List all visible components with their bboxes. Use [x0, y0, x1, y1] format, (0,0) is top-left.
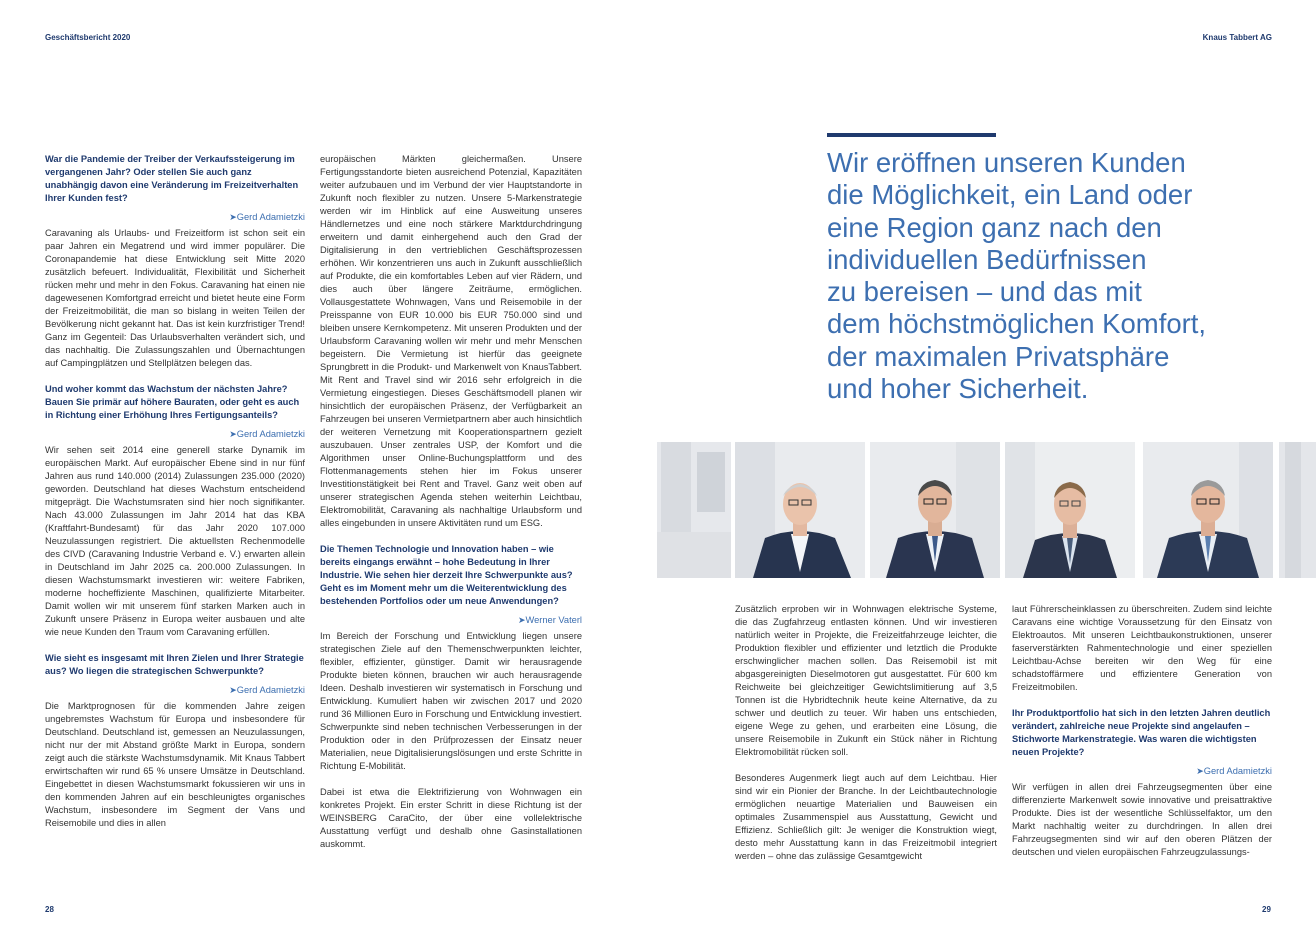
- page-number-left: 28: [45, 905, 54, 914]
- office-background-photo: [1279, 442, 1316, 578]
- answer-paragraph: Im Bereich der Forschung und Entwicklung liegen unsere strategischen Ziele auf den Themenschwerpunkten leichter, flexibler, effizienter, günstiger. Damit wir herausragende Produkte bieten können, brauchen wir auch herausragende Ideen. Deshalb investieren wir systematisch in Forschung und Entwicklung. Kumuliert haben wir zwischen 2017 und 2020 rund 36 Millionen Euro in Forschung und Entwicklung investiert. Schwerpunkte sind neben technischen Verbesserungen in der Produktion oder in den Prüfprozessen der Einsatz neuer Materialien, neue Digitalisierungslösungen und erste Schritte in Richtung E-Mobilität.: [320, 631, 583, 771]
- executive-portrait-photo: [735, 442, 865, 578]
- pull-quote-line: zu bereisen – und das mit: [827, 276, 1142, 308]
- answer-paragraph: Wir sehen seit 2014 eine generell starke Dynamik im europäischen Markt. Auf europäischer Ebene sind in nur fünf Jahren aus rund 140.000 (2014) Zulassungen 235.000 (2020) geworden. Deutschland hat dieses Wachstum entscheidend mitgeprägt. Die Wachstumsraten sind hier noch signifikanter. Nach 43.000 Zulassungen im Jahr 2014 hat das KBA (Kraftfahrt-Bundesamt) für das Jahr 2020 107.000 Neuzulassungen registriert. Die aktuellsten Rechenmodelle des CIVD (Caravaning Industrie Verband e. V.) erwarten allein in Deutschland im Jahr 2025 ca. 200.000 Zulassungen. In diesen Wachstumsmarkt investieren wir: weitere Fabriken, moderne hocheffiziente Maschinen, qualifizierte Mitarbeiter. Damit wollen wir mit unserem fünf starken Marken auch in Zukunft unsere Präsenz in Europa weiter ausbauen und alte wie neue Kunden den Traum vom Caravaning erfüllen.: [45, 445, 305, 637]
- pull-quote-line: dem höchstmöglichen Komfort,: [827, 308, 1207, 340]
- text-column-2: [320, 153, 582, 864]
- interview-question: Wie sieht es insgesamt mit Ihren Zielen und Ihrer Strategie aus? Wo liegen die strategischen Schwerpunkte?: [45, 653, 304, 676]
- speaker-label: ➤ Gerd Adamietzki: [1012, 765, 1272, 778]
- header-company-name: Knaus Tabbert AG: [1202, 33, 1272, 42]
- interview-question: Und woher kommt das Wachstum der nächsten Jahre? Bauen Sie primär auf höhere Bauraten, oder geht es auch in Richtung einer Erhöhung Ihres Fertigungsanteils?: [45, 384, 300, 420]
- answer-paragraph: Besonderes Augenmerk liegt auch auf dem Leichtbau. Hier sind wir ein Pionier der Branche. In der Leichtbautechnologie ermöglichen neuartige Materialien und Bauweisen ein optimales Zusammenspiel aus Ausstattung, Gewicht und Effizienz. Schließlich gilt: Je weniger die Konstruktion wiegt, desto mehr Ausstattung kann in das Freizeitmobil integriert werden – ohne das zulässige Gesamtgewicht: [735, 773, 997, 861]
- interview-question: Die Themen Technologie und Innovation haben – wie bereits eingangs erwähnt – hohe Bedeutung in Ihrer Industrie. Wie sehen hier derzeit Ihre Schwerpunkte aus? Geht es im Moment mehr um die Weiterentwicklung des bestehenden Portfolios oder um neue Anwendungen?: [320, 544, 573, 606]
- quote-accent-bar: [827, 133, 996, 137]
- pull-quote: [827, 147, 1267, 405]
- executive-portrait-photo: [870, 442, 1000, 578]
- answer-paragraph: europäischen Märkten gleichermaßen. Unsere Fertigungsstandorte bieten ausreichend Potenzial, Kapazitäten weiter aufzubauen und im Verbund der vier Hauptstandorte in Zukunft noch flexibler zu nutzen. Unsere 5-Markenstrategie werden wir im Hinblick auf eine Ausweitung unseres Händlernetzes und eine noch stärkere Marktdurchdringung erweitern und damit einhergehend auch den Grad der Digitalisierung in den vertrieblichen Geschäftsprozessen erhöhen. Wir konzentrieren uns auch in Zukunft ausschließlich auf Produkte, die ein komfortables Leben auf vier Rädern, und dies auch über längere Zeiträume, ermöglichen. Vollausgestattete Wohnwagen, Vans und Reisemobile in der Preisspanne von EUR 10.000 bis EUR 750.000 sind und bleiben unsere Kernkompetenz. Mit unseren Produkten und der Urlaubsform Caravaning wollen wir mehr und mehr Menschen begeistern. Die Vermietung ist hierfür das geeignete Sprungbrett in die Produkt- und Markenwelt von KnausTabbert. Mit Rent and Travel sind wir 2016 sehr erfolgreich in die Vermietung eingestiegen. Dieses Geschäftsmodell planen wir hinsichtlich der europäischen Präsenz, der Verfügbarkeit an Fahrzeugen bei unseren Vermietpartnern aber auch hinsichtlich der weiteren Vernetzung mit Kooperationspartnern gezielt auszubauen. Unser zentrales USP, der Komfort und die Algorithmen unser Online-Buchungsplattform und des Flottenmanagements stehen hier im Fokus unserer Investitionstätigkeit bei Rent and Travel. Ganz weit oben auf unserer strategischen Agenda stehen weiterhin Leichtbau, Elektromobilität, Caravaning als nachhaltige Urlaubsform und alles eingebunden in unsere Aktivitäten rund um ESG.: [320, 154, 582, 528]
- text-column-3: [735, 603, 997, 876]
- executive-photo-strip: [657, 442, 1316, 578]
- executive-portrait-photo: [1005, 442, 1135, 578]
- speaker-label: ➤ Gerd Adamietzki: [45, 428, 305, 441]
- pull-quote-line: eine Region ganz nach den: [827, 211, 1162, 243]
- header-report-title: Geschäftsbericht 2020: [45, 33, 131, 42]
- answer-paragraph: Wir verfügen in allen drei Fahrzeugsegmenten über eine differenzierte Markenwelt sowie innovative und preisattraktive Produkte. Dies ist der wesentliche Schlüsselfaktor, um den Markt nachhaltig weiter zu durchdringen. In allen drei Fahrzeugsegmenten sind wir auf den oberen Plätzen der deutschen und vielen europäischen Fahrzeugzulassungs-: [1012, 782, 1272, 857]
- pull-quote-line: individuellen Bedürfnissen: [827, 243, 1147, 275]
- speaker-label: ➤ Gerd Adamietzki: [45, 684, 305, 697]
- text-column-1: [45, 153, 305, 843]
- pull-quote-line: der maximalen Privatsphäre: [827, 340, 1170, 372]
- answer-paragraph: Zusätzlich erproben wir in Wohnwagen elektrische Systeme, die das Zugfahrzeug entlasten können. Und wir investieren natürlich weiter in Projekte, die Freizeitfahrzeuge leichter, die Produktion flexibler und effizienter und letztlich die Produkte erschwinglicher machen sollen. Das Reisemobil ist mit abgasgereinigten Dieselmotoren gut ausgestattet. Für 600 km Reichweite bei gleichzeitiger Gewichtslimitierung auf 3,5 Tonnen ist die Hybridtechnik heute keine Alternative, da zu schwer und deutlich zu teuer. Wir haben uns entschieden, eigene Wege zu gehen, und erarbeiten eine Lösung, die unsere Reisemobile in Zukunft ein Stück näher in Richtung Elektromobilität rücken soll.: [735, 604, 997, 757]
- page-number-right: 29: [1262, 905, 1271, 914]
- office-background-photo: [657, 442, 731, 578]
- answer-paragraph: Caravaning als Urlaubs- und Freizeitform ist schon seit ein paar Jahren ein Megatrend und wird immer populärer. Die Coronapandemie hat diese Entwicklung seit Mitte 2020 zusätzlich befeuert. Individualität, Flexibilität und Sicherheit rücken mehr und mehr in den Fokus. Caravaning hat einen nie dagewesenen Komfortgrad erreicht und bietet heute eine Form der Freizeitmobilität, die man so bislang in weiten Teilen der Bevölkerung nicht gekannt hat. Das ist kein kurzfristiger Trend! Ganz im Gegenteil: Das Urlaubsverhalten verändert sich, und das nachhaltig. Die Zulassungszahlen und Übernachtungen auf Campingplätzen und Stellplätzen belegen das.: [45, 228, 305, 368]
- answer-paragraph: Dabei ist etwa die Elektrifizierung von Wohnwagen ein konkretes Projekt. Ein erster Schritt in diese Richtung ist der WEINSBERG CaraCito, der über eine vollelektrische Ausstattung verfügt und deshalb ohne Gasinstallationen auskommt.: [320, 787, 582, 849]
- answer-paragraph: Die Marktprognosen für die kommenden Jahre zeigen ungebremstes Wachstum für Europa und insbesondere für Deutschland. Deutschland ist, gemessen an Neuzulassungen, nicht nur der mit Abstand größte Markt in Europa, sondern zeigt auch die stärkste Wachstumsdynamik. Mit Knaus Tabbert erwirtschaften wir rund 65 % unsere Umsätze in Deutschland. Eingebettet in diesen Wachstumsmarkt fokussieren wir uns in den kommenden Jahren auf ein beschleunigtes organisches Wachstum, insbesondere im Segment der Vans und Reisemobile und dies in allen: [45, 701, 305, 828]
- executive-portrait-photo: [1143, 442, 1273, 578]
- pull-quote-line: Wir eröffnen unseren Kunden: [827, 147, 1186, 178]
- text-column-4: [1012, 603, 1272, 872]
- pull-quote-line: und hoher Sicherheit.: [827, 373, 1089, 405]
- speaker-label: ➤ Werner Vaterl: [320, 614, 582, 627]
- answer-paragraph: laut Führerscheinklassen zu überschreiten. Zudem sind leichte Caravans eine wichtige Voraussetzung für den Einsatz von Elektroautos. Mit unseren Leichtbaukonstruktionen, unserer faserverstärkten Rahmentechnologie und einer speziellen Leichtbau-Achse bereiten wir den Weg für eine schadstoffärmere und effizientere Generation von Freizeitmobilen.: [1012, 604, 1272, 692]
- speaker-label: ➤ Gerd Adamietzki: [45, 211, 305, 224]
- pull-quote-line: die Möglichkeit, ein Land oder: [827, 179, 1193, 211]
- interview-question: Ihr Produktportfolio hat sich in den letzten Jahren deutlich verändert, zahlreiche neue Projekte sind angelaufen – Stichworte Markenstrategie. Was waren die wichtigsten neuen Projekte?: [1012, 708, 1271, 757]
- interview-question: War die Pandemie der Treiber der Verkaufssteigerung im vergangenen Jahr? Oder stellen Sie auch ganz unabhängig davon eine Veränderung im Freizeitverhalten Ihrer Kunden fest?: [45, 154, 299, 203]
